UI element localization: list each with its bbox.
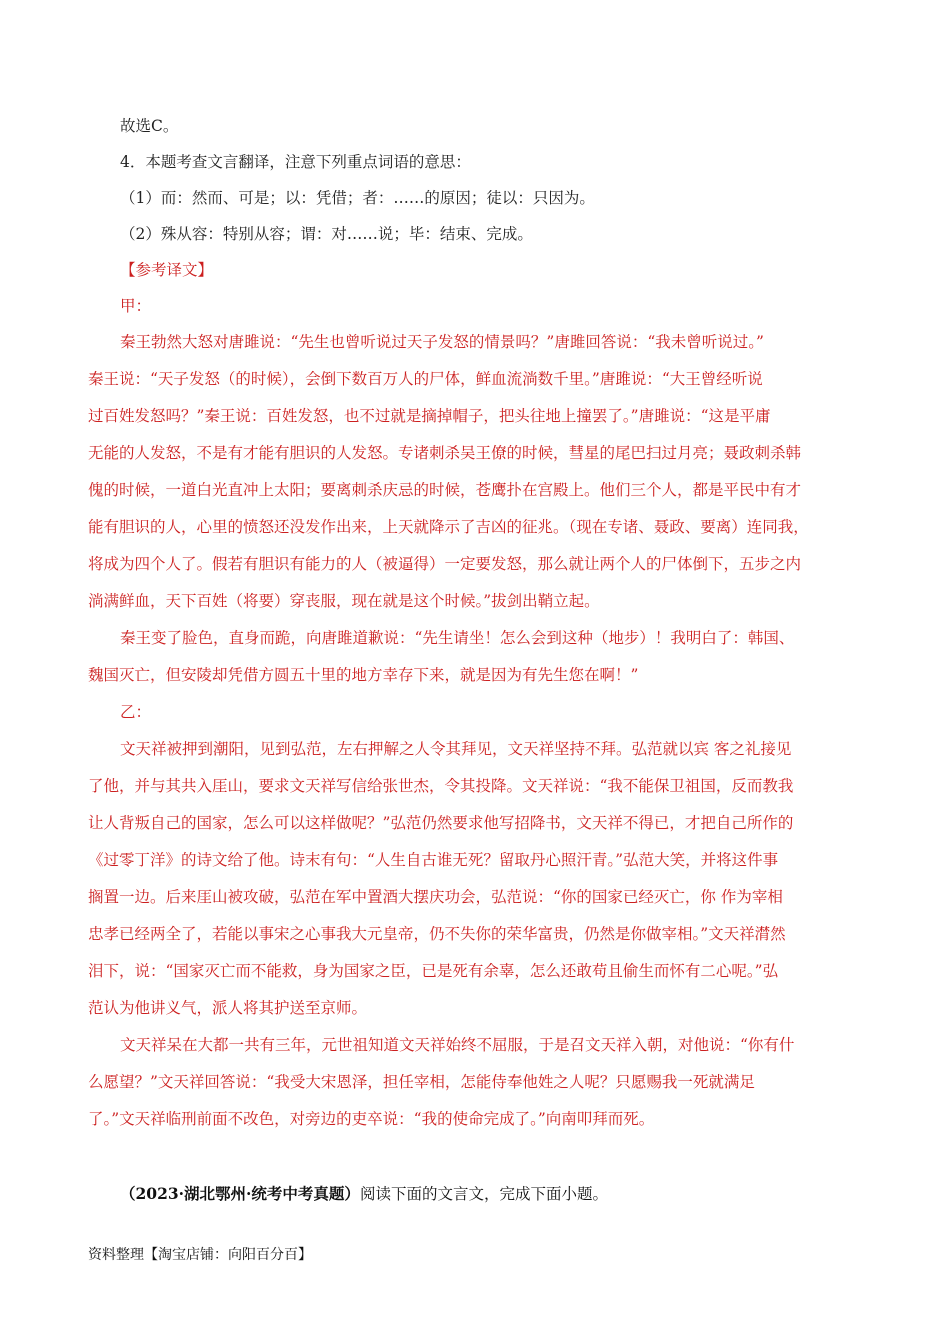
question-4-intro: 4．本题考查文言翻译，注意下列重点词语的意思： <box>120 153 471 171</box>
part-a-p1-line: 淌满鲜血，天下百姓（将要）穿丧服，现在就是这个时候。”拔剑出鞘立起。 <box>88 592 600 610</box>
part-b-p1-line: 忠孝已经两全了，若能以事宋之心事我大元皇帝，仍不失你的荣华富贵，仍然是你做宰相。”文天祥潸然 <box>88 925 786 943</box>
part-b-p2-line: 么愿望？”文天祥回答说：“我受大宋恩泽，担任宰相，怎能侍奉他姓之人呢？只愿赐我一死就满足 <box>88 1073 755 1091</box>
part-b-p1-line: 搁置一边。后来厓山被攻破，弘范在军中置酒大摆庆功会，弘范说：“你的国家已经灭亡，你 作为宰相 <box>88 888 783 906</box>
part-a-p1-line: 秦王说：“天子发怒（的时候），会倒下数百万人的尸体，鲜血流淌数千里。”唐雎说：“大王曾经听说 <box>88 370 763 388</box>
part-a-p1-line: 能有胆识的人，心里的愤怒还没发作出来，上天就降示了吉凶的征兆。（现在专诸、聂政、要离）连同我， <box>88 518 809 536</box>
part-b-p2-line: 文天祥呆在大都一共有三年，元世祖知道文天祥始终不屈服，于是召文天祥入朝，对他说：“你有什 <box>120 1036 795 1054</box>
part-a-p1-line: 过百姓发怒吗？”秦王说：百姓发怒，也不过就是摘掉帽子，把头往地上撞罢了。”唐雎说：“这是平庸 <box>88 407 771 425</box>
part-b-p2-line: 了。”文天祥临刑前面不改色，对旁边的吏卒说：“我的使命完成了。”向南叩拜而死。 <box>88 1110 655 1128</box>
part-b-p1-line: 范认为他讲义气，派人将其护送至京师。 <box>88 999 368 1017</box>
part-a-p2-line: 秦王变了脸色，直身而跪，向唐雎道歉说：“先生请坐！怎么会到这种（地步）！我明白了：韩国、 <box>120 629 795 647</box>
next-question <box>120 1180 608 1208</box>
page-footer: 资料整理【淘宝店铺：向阳百分百】 <box>88 1247 312 1263</box>
part-b-label: 乙： <box>120 703 152 721</box>
part-a-p1-line: 秦王勃然大怒对唐雎说：“先生也曾听说过天子发怒的情景吗？”唐雎回答说：“我未曾听说过。” <box>120 333 764 351</box>
question-4-item-1: （1）而：然而、可是；以：凭借；者：……的原因；徒以：只因为。 <box>120 189 595 207</box>
question-4-item-2: （2）殊从容：特别从容；谓：对……说；毕：结束、完成。 <box>120 225 533 243</box>
part-a-p1-line: 傀的时候，一道白光直冲上太阳；要离刺杀庆忌的时候，苍鹰扑在宫殿上。他们三个人，都是平民中有才 <box>88 481 802 499</box>
part-b-p1-line: 让人背叛自己的国家，怎么可以这样做呢？”弘范仍然要求他写招降书，文天祥不得已，才把自己所作的 <box>88 814 794 832</box>
part-b-p1-line: 《过零丁洋》的诗文给了他。诗末有句：“人生自古谁无死？留取丹心照汗青。”弘范大笑，并将这件事 <box>88 851 779 869</box>
part-a-label: 甲： <box>120 297 152 315</box>
part-a-p1-line: 无能的人发怒，不是有才能有胆识的人发怒。专诸刺杀吴王僚的时候，彗星的尾巴扫过月亮；聂政刺杀韩 <box>88 444 802 462</box>
translation-heading: 【参考译文】 <box>120 261 214 279</box>
question-source: （2023·湖北鄂州·统考中考真题） <box>120 1184 360 1203</box>
part-b-p1-line: 泪下，说：“国家灭亡而不能救，身为国家之臣，已是死有余辜，怎么还敢苟且偷生而怀有二心呢。”弘 <box>88 962 779 980</box>
part-b-p1-line: 了他，并与其共入厓山，要求文天祥写信给张世杰，令其投降。文天祥说：“我不能保卫祖国，反而教我 <box>88 777 794 795</box>
part-a-p2-line: 魏国灭亡，但安陵却凭借方圆五十里的地方幸存下来，就是因为有先生您在啊！” <box>88 666 639 684</box>
part-b-p1-line: 文天祥被押到潮阳，见到弘范，左右押解之人令其拜见，文天祥坚持不拜。弘范就以宾 客之礼接见 <box>120 740 792 758</box>
question-instruction: 阅读下面的文言文，完成下面小题。 <box>359 1185 608 1203</box>
part-a-p1-line: 将成为四个人了。假若有胆识有能力的人（被逼得）一定要发怒，那么就让两个人的尸体倒下，五步之内 <box>88 555 802 573</box>
answer-conclusion: 故选C。 <box>120 117 179 135</box>
